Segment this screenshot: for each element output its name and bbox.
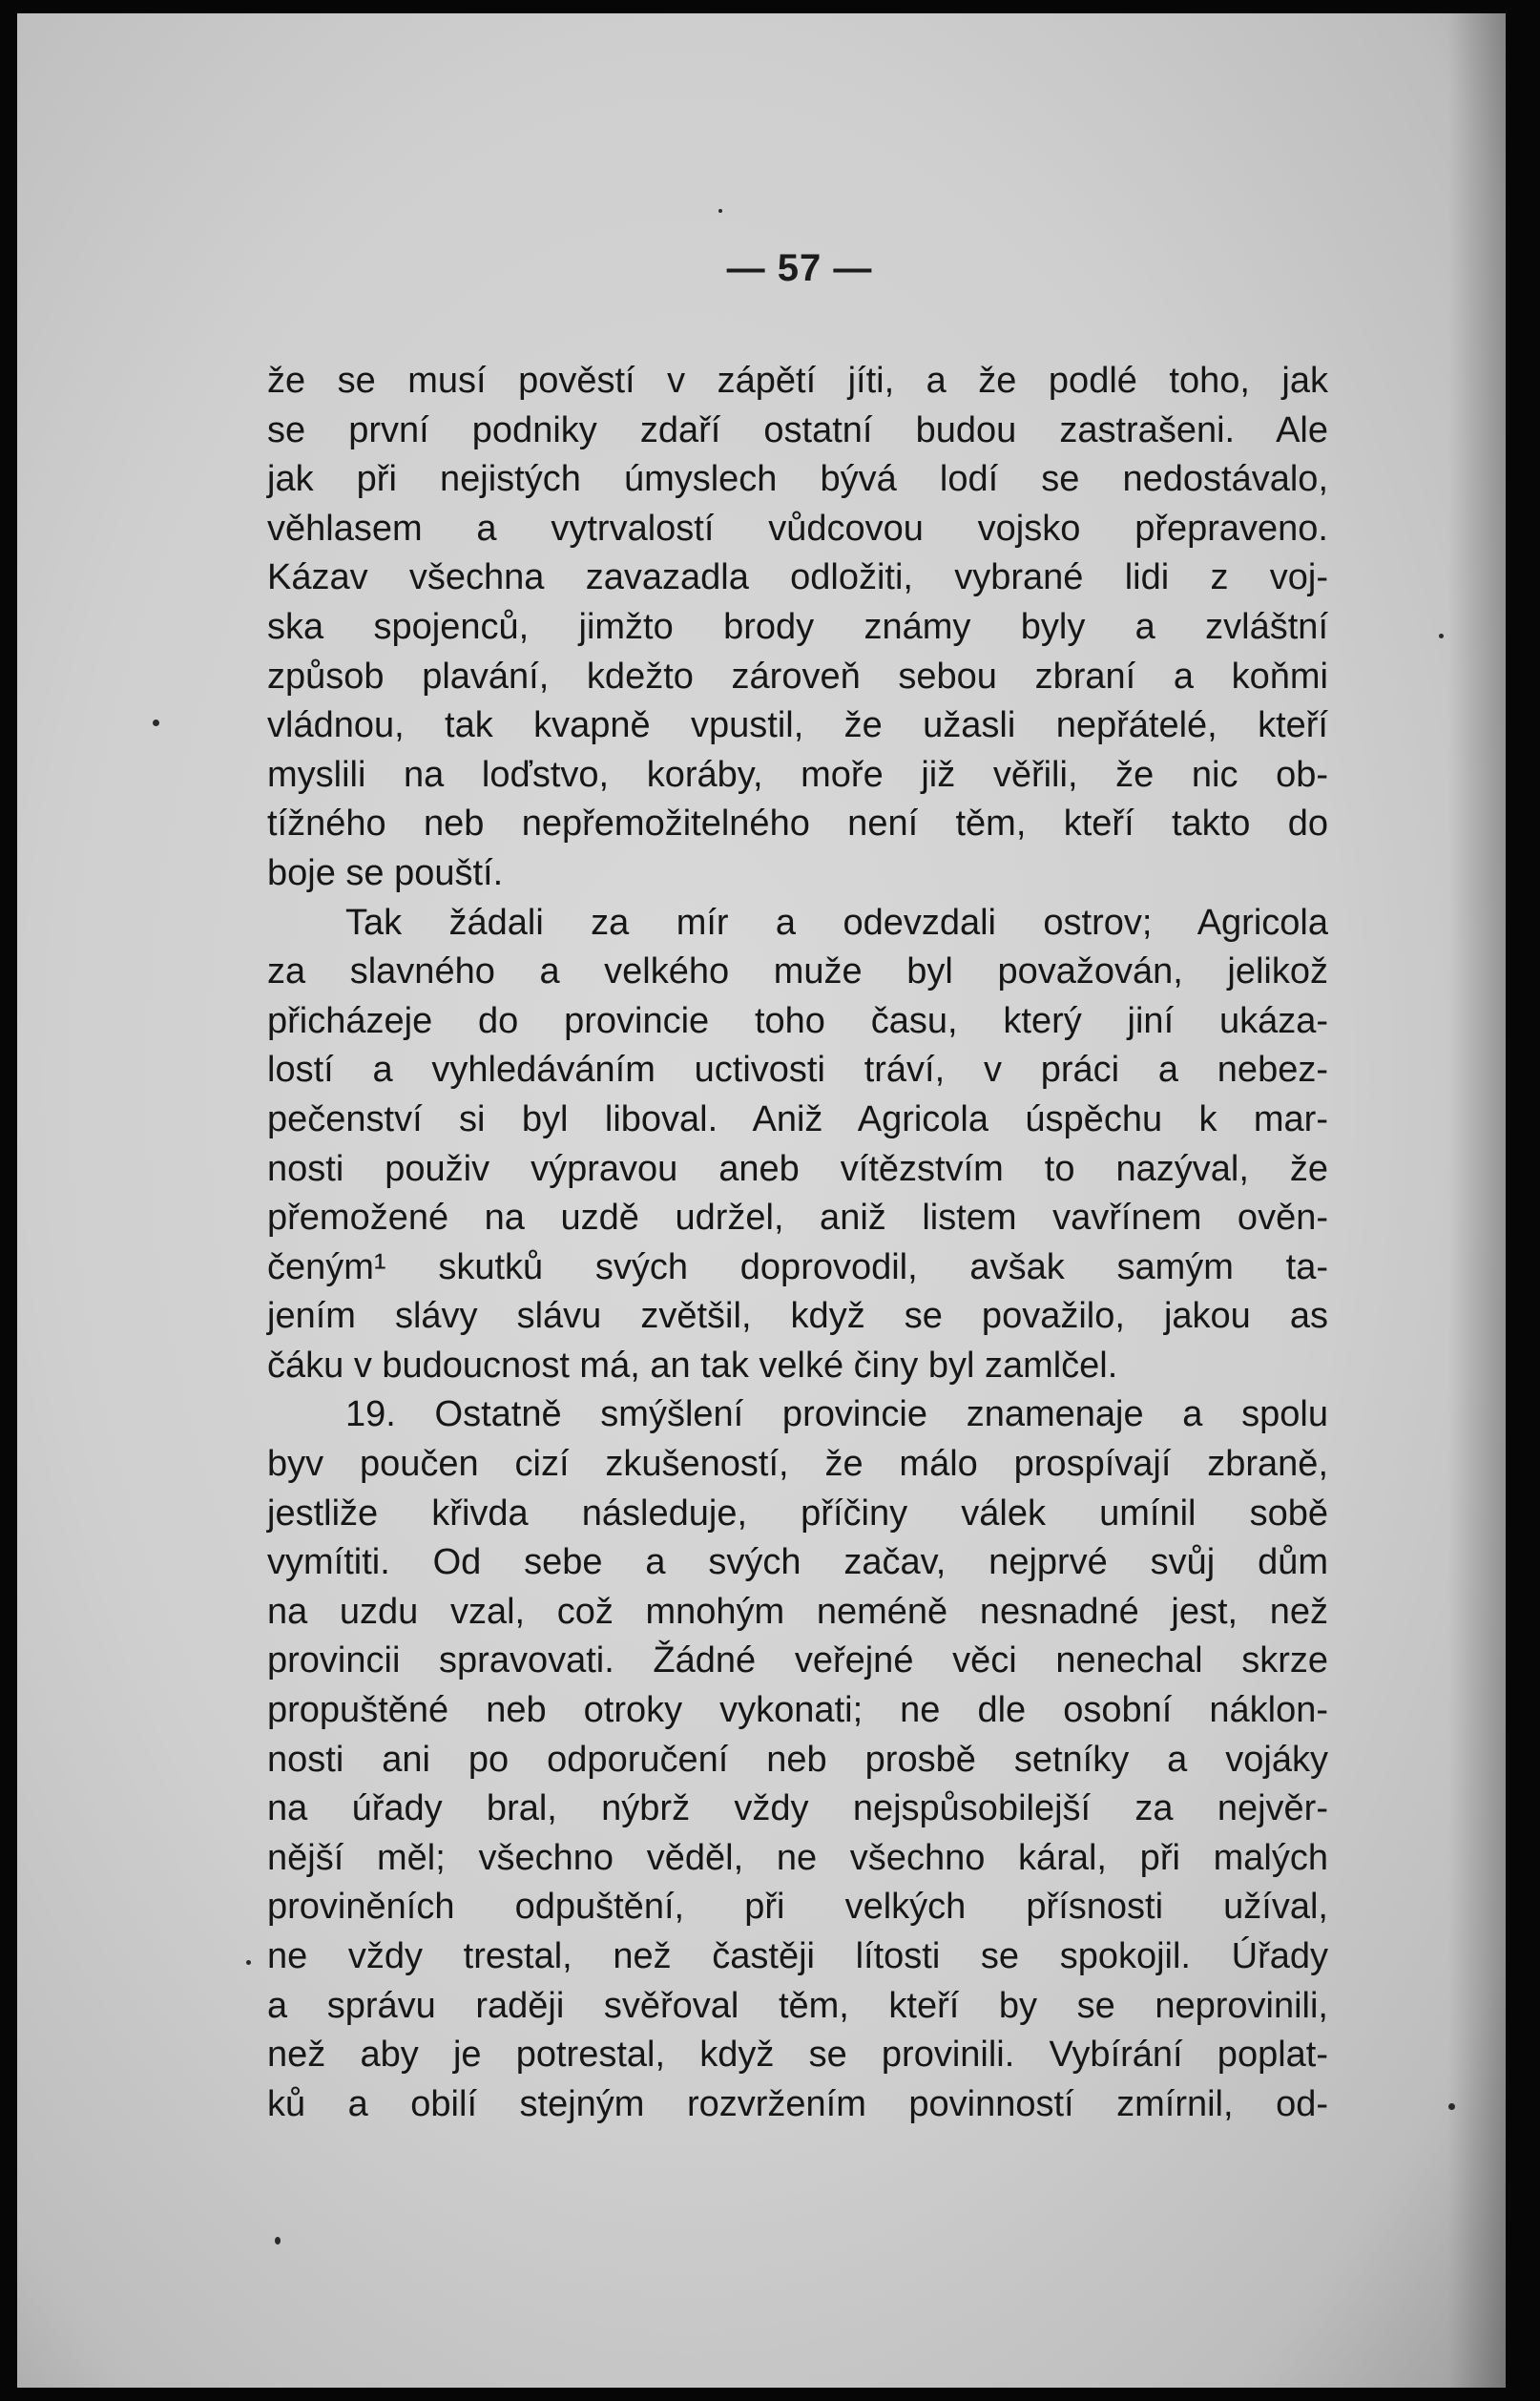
page-edge-shadow xyxy=(1448,13,1506,2388)
text-line: boje se pouští. xyxy=(267,852,504,893)
text-line: čeným¹ skutků svých doprovodil, avšak samým ta- xyxy=(267,1246,1328,1287)
text-line: věhlasem a vytrvalostí vůdcovou vojsko přepraveno. xyxy=(267,508,1328,549)
scanned-page xyxy=(17,13,1506,2388)
text-line: za slavného a velkého muže byl považován, jelikož xyxy=(267,951,1328,992)
text-line: že se musí pověstí v zápětí jíti, a že podlé toho, jak xyxy=(267,361,1328,401)
text-line: ků a obilí stejným rozvržením povinností zmírnil, od- xyxy=(267,2083,1328,2124)
text-line: na úřady bral, nýbrž vždy nejspůsobilejší za nejvěr- xyxy=(267,1788,1328,1829)
scan-speck xyxy=(1448,2103,1455,2110)
text-line: nosti použiv výpravou aneb vítězstvím to nazýval, že xyxy=(267,1148,1328,1189)
text-line: ne vždy trestal, než častěji lítosti se spokojil. Úřady xyxy=(267,1936,1328,1976)
text-line: lostí a vyhledáváním uctivosti tráví, v práci a nebez- xyxy=(267,1050,1328,1091)
scan-speck xyxy=(153,720,159,726)
text-line: než aby je potrestal, když se provinili. Vybírání poplat- xyxy=(267,2035,1328,2076)
text-line: jením slávy slávu zvětšil, když se považilo, jakou as xyxy=(267,1296,1328,1337)
text-line: Kázav všechna zavazadla odložiti, vybrané lidi z voj- xyxy=(267,557,1328,598)
text-line: jak při nejistých úmyslech bývá lodí se nedostávalo, xyxy=(267,459,1328,500)
paragraph-2 xyxy=(267,899,1328,1391)
scan-speck xyxy=(246,1960,251,1965)
text-line: ska spojenců, jimžto brody známy byly a zvláštní xyxy=(267,606,1328,647)
scan-speck xyxy=(718,209,722,213)
text-line: 19. Ostatně smýšlení provincie znamenaje a spolu xyxy=(345,1394,1328,1435)
text-line: proviněních odpuštění, při velkých přísnosti užíval, xyxy=(267,1887,1328,1928)
text-line: vymítiti. Od sebe a svých začav, nejprvé svůj dům xyxy=(267,1542,1328,1583)
scan-speck xyxy=(1439,634,1444,638)
paragraph-3 xyxy=(267,1390,1328,2129)
text-line: se první podniky zdaří ostatní budou zastrašeni. Ale xyxy=(267,409,1328,450)
text-line: na uzdu vzal, což mnohým neméně nesnadné jest, než xyxy=(267,1591,1328,1632)
text-line: čáku v budoucnost má, an tak velké činy byl zamlčel. xyxy=(267,1345,1118,1386)
body-text xyxy=(267,357,1328,2129)
text-line: způsob plavání, kdežto zároveň sebou zbraní a koňmi xyxy=(267,656,1328,697)
text-line: pečenství si byl liboval. Aniž Agricola úspěchu k mar- xyxy=(267,1098,1328,1139)
text-line: nosti ani po odporučení neb prosbě setníky a vojáky xyxy=(267,1739,1328,1780)
text-line: Tak žádali za mír a odevzdali ostrov; Agricola xyxy=(345,902,1328,943)
text-line: nější měl; všechno věděl, ne všechno káral, při malých xyxy=(267,1837,1328,1878)
text-line: byv poučen cizí zkušeností, že málo prospívají zbraně, xyxy=(267,1444,1328,1485)
text-line: myslili na loďstvo, koráby, moře již věřili, že nic ob- xyxy=(267,754,1328,795)
text-line: provincii spravovati. Žádné veřejné věci nenechal skrze xyxy=(267,1640,1328,1681)
scan-speck xyxy=(275,2237,281,2244)
paragraph-1 xyxy=(267,357,1328,899)
text-line: přemožené na uzdě udržel, aniž listem vavřínem ověn- xyxy=(267,1198,1328,1239)
page-number: — 57 — xyxy=(726,247,873,289)
text-line: propuštěné neb otroky vykonati; ne dle osobní náklon- xyxy=(267,1690,1328,1731)
text-line: jestliže křivda následuje, příčiny válek umínil sobě xyxy=(267,1493,1328,1534)
text-line: přicházeje do provincie toho času, který jiní ukáza- xyxy=(267,1000,1328,1041)
text-line: a správu raději svěřoval těm, kteří by se neprovinili, xyxy=(267,1985,1328,2026)
text-line: tížného neb nepřemožitelného není těm, kteří takto do xyxy=(267,804,1328,845)
text-line: vládnou, tak kvapně vpustil, že užasli nepřátelé, kteří xyxy=(267,705,1328,746)
